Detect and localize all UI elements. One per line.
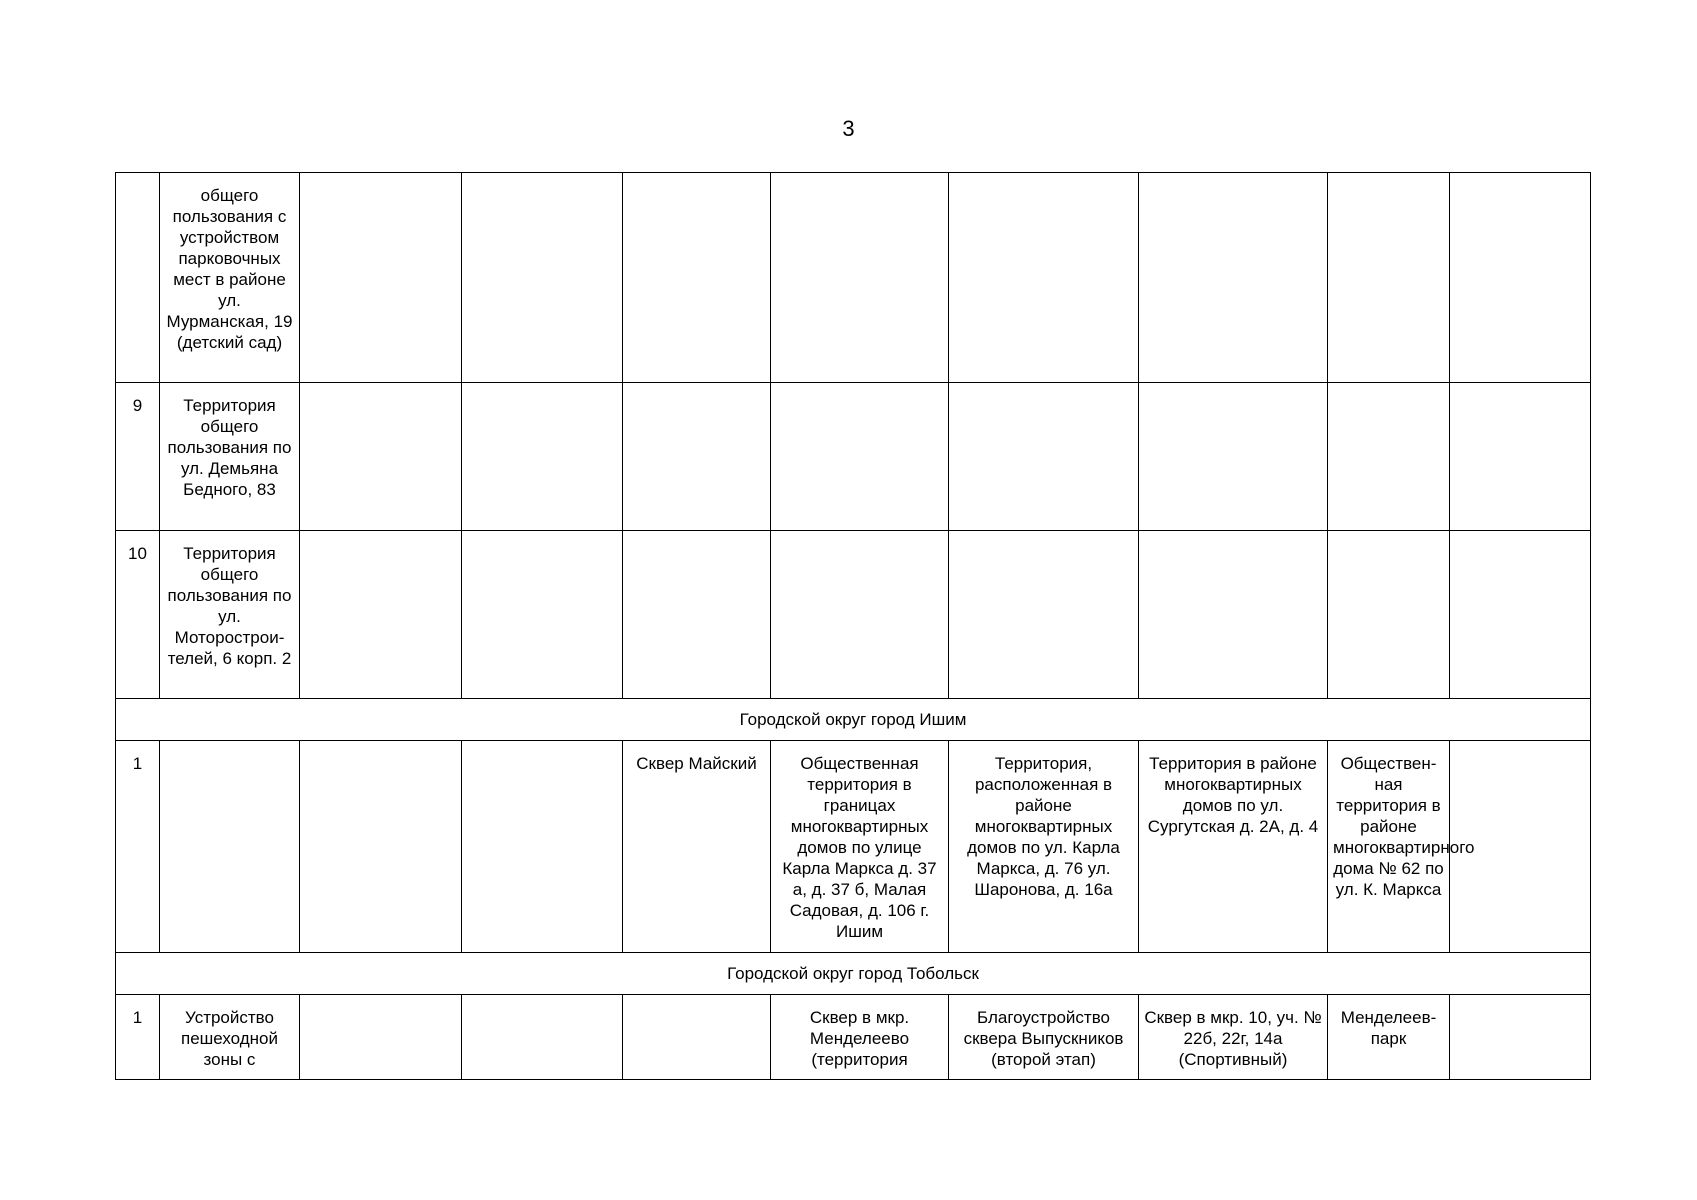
table-cell: Устройство пешеходной зоны с [160, 995, 300, 1080]
table-cell: Благоустройство сквера Выпускников (второй этап) [949, 995, 1139, 1080]
table-cell: Сквер Майский [623, 741, 771, 953]
row-number: 10 [116, 531, 160, 699]
table-row [116, 995, 1591, 1080]
table-cell [771, 173, 949, 383]
table-cell [623, 383, 771, 531]
table-cell [1450, 531, 1591, 699]
table-cell [1139, 173, 1328, 383]
table-cell [300, 173, 462, 383]
table-cell [623, 173, 771, 383]
table-row [116, 531, 1591, 699]
table-cell [1450, 173, 1591, 383]
table-cell: Сквер в мкр. 10, уч. № 22б, 22г, 14а (Спортивный) [1139, 995, 1328, 1080]
table-cell [771, 531, 949, 699]
table-cell: Территория общего пользования по ул. Демьяна Бедного, 83 [160, 383, 300, 531]
table-cell [300, 995, 462, 1080]
table-cell [623, 531, 771, 699]
page-number: 3 [842, 116, 855, 141]
table-cell [300, 741, 462, 953]
table-cell [462, 995, 623, 1080]
table-cell: общего пользования с устройством парковочных мест в районе ул. Мурманская, 19 (детский сад) [160, 173, 300, 383]
table-cell: Территория общего пользования по ул. Моторострои-телей, 6 корп. 2 [160, 531, 300, 699]
table-cell: Менделеев-парк [1328, 995, 1450, 1080]
data-table [115, 172, 1591, 1080]
table-cell [1450, 995, 1591, 1080]
table-cell [949, 173, 1139, 383]
table-cell [462, 383, 623, 531]
table-cell: Сквер в мкр. Менделеево (территория [771, 995, 949, 1080]
section-title: Городской округ город Ишим [116, 699, 1591, 741]
table-cell [300, 383, 462, 531]
table-cell [771, 383, 949, 531]
table-row [116, 173, 1591, 383]
table-cell [1328, 173, 1450, 383]
table-cell: Обществен-ная территория в районе многоквартирного дома № 62 по ул. К. Маркса [1328, 741, 1450, 953]
section-header-row [116, 953, 1591, 995]
row-number: 1 [116, 741, 160, 953]
table-cell [949, 531, 1139, 699]
table-cell: Территория в районе многоквартирных домов по ул. Сургутская д. 2А, д. 4 [1139, 741, 1328, 953]
table-cell [300, 531, 462, 699]
table-cell: Общественная территория в границах многоквартирных домов по улице Карла Маркса д. 37 а, д. 37 б, Малая Садовая, д. 106 г. Ишим [771, 741, 949, 953]
section-header-row [116, 699, 1591, 741]
table-row [116, 383, 1591, 531]
table-cell [160, 741, 300, 953]
table-cell [1328, 383, 1450, 531]
table-cell [623, 995, 771, 1080]
table-row [116, 741, 1591, 953]
table-cell [1328, 531, 1450, 699]
table-cell [1139, 531, 1328, 699]
row-number: 1 [116, 995, 160, 1080]
table-cell [462, 173, 623, 383]
table-cell: Территория, расположенная в районе многоквартирных домов по ул. Карла Маркса, д. 76 ул. Шаронова, д. 16а [949, 741, 1139, 953]
row-number: 9 [116, 383, 160, 531]
row-number [116, 173, 160, 383]
table-cell [1139, 383, 1328, 531]
section-title: Городской округ город Тобольск [116, 953, 1591, 995]
table-cell [462, 531, 623, 699]
table-cell [462, 741, 623, 953]
table-cell [949, 383, 1139, 531]
table-cell [1450, 383, 1591, 531]
